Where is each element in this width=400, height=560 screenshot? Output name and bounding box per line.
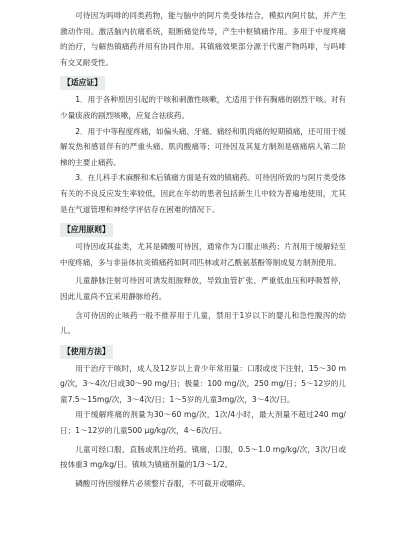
- section-heading: 【适应证】: [60, 76, 105, 90]
- paragraph: 1．用于各种原因引起的干咳和刺激性咳嗽，尤适用于伴有胸痛的剧烈干咳。对有少量痰液的剧烈咳嗽，应复合祛痰药。: [60, 95, 346, 120]
- section-usage: [60, 339, 346, 492]
- paragraph: 2．用于中等程度疼痛，如偏头痛、牙痛、痛经和肌肉痛的短期镇痛，还可用于缓解发热和感冒伴有的严重头痛、肌肉酸痛等；可待因及其复方制剂是癌痛病人第二阶梯的主要止痛药。: [60, 126, 346, 167]
- section-heading: 【使用方法】: [60, 345, 113, 359]
- paragraph: 含可待因的止咳药一般不推荐用于儿童，禁用于1岁以下的婴儿和急性腹泻的幼儿。: [60, 310, 346, 336]
- paragraph: 儿童可经口服、直肠或肌注给药。镇痛，口服，0.5～1.0 mg/kg/次，3次/日或按体重3 mg/kg/日。镇咳为镇痛剂量的1/3～1/2。: [60, 444, 346, 470]
- paragraph: 用于缓解疼痛的剂量为30～60 mg/次，1次/4小时，最大剂量不超过240 mg/日；1～12岁的儿童500 μg/kg/次，4～6次/日。: [60, 410, 346, 436]
- paragraph: 可待因或其盐类，尤其是磷酸可待因，通常作为口服止咳药；片剂用于缓解轻至中度疼痛，多与非甾体抗炎镇痛药如阿司匹林或对乙酰氨基酚等制成复方制剂使用。: [60, 242, 346, 267]
- section-indications: [60, 70, 346, 217]
- intro-paragraph: 可待因为吗啡的同类药物，能与脑中的阿片类受体结合，模拟内阿片肽，并产生激动作用。激活脑内抗痛系统，阻断痛觉传导，产生中枢镇痛作用。多用于中度疼痛的治疗，与解热镇痛药并用有协同作用。其镇痛效果部分源于代谢产物吗啡，与吗啡有交叉耐受性。: [60, 11, 346, 67]
- paragraph: 磷酸可待因缓释片必须整片吞服，不可截开或嚼碎。: [75, 478, 250, 488]
- section-principles: [60, 217, 346, 339]
- paragraph: 用于治疗干咳时，成人及12岁以上青少年常用量：口服或皮下注射，15～30 mg/次，3～4次/日或30～90 mg/日；极量：100 mg/次，250 mg/日；5～12岁的儿童7.5～15mg/次，3～4次/日；1～5岁的儿童3mg/次，3～4次/日。: [60, 363, 346, 404]
- section-heading: 【应用原则】: [60, 223, 113, 237]
- paragraph: 儿童静脉注射可待因可诱发组胺释放，导致血管扩张、严重低血压和呼吸暂停，因此儿童尚不宜采用静脉给药。: [60, 276, 346, 301]
- paragraph: 3．在儿科手术麻醉和术后镇痛方面是有效的镇痛药。可待因所致的与阿片类受体有关的不良反应发生率较低，因此在年幼的患者包括新生儿中较为普遍地使用，尤其是在气道管理和神经学评估存在困难的情况下。: [60, 173, 346, 214]
